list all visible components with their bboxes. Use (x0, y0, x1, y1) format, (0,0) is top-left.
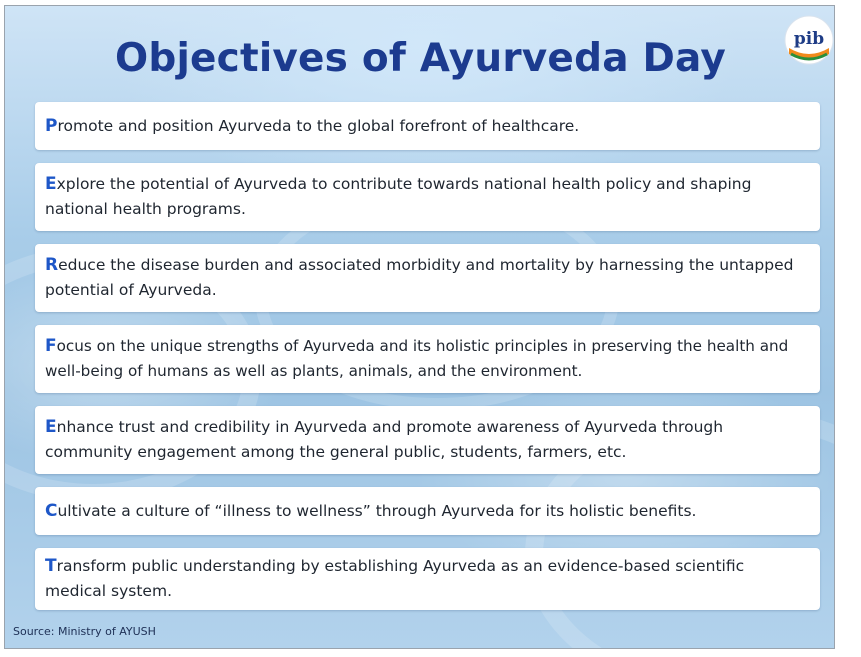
objective-initial: T (45, 556, 57, 576)
page-title: Objectives of Ayurveda Day (114, 36, 727, 81)
logo-text: pib (793, 29, 825, 49)
list-item (35, 487, 820, 535)
list-item (35, 325, 820, 393)
objective-initial: P (45, 115, 58, 136)
objective-text: romote and position Ayurveda to the global forefront of healthcare. (57, 116, 580, 135)
objective-text: ultivate a culture of “illness to wellness” through Ayurveda for its holistic benefits. (57, 501, 697, 520)
objective-initial: E (45, 174, 57, 194)
infographic (4, 5, 835, 649)
objective-text: ocus on the unique strengths of Ayurveda and its holistic principles in preserving the health and well-being of humans as well as plants, animals, and the environment. (45, 337, 789, 380)
list-item (35, 406, 820, 474)
objective-text: ransform public understanding by establishing Ayurveda as an evidence-based scientific medical system. (45, 557, 745, 600)
objective-initial: F (45, 336, 57, 356)
objective-initial: R (45, 255, 59, 275)
objective-text: educe the disease burden and associated morbidity and mortality by harnessing the untapped potential of Ayurveda. (45, 256, 794, 299)
objective-text: nhance trust and credibility in Ayurveda and promote awareness of Ayurveda through community engagement among the general public, students, farmers, etc. (45, 418, 724, 461)
list-item (35, 102, 820, 150)
list-item (35, 163, 820, 231)
list-item (35, 548, 820, 610)
objective-text: xplore the potential of Ayurveda to contribute towards national health policy and shaping national health programs. (45, 175, 752, 218)
objective-initial: C (45, 500, 58, 521)
list-item (35, 244, 820, 312)
pib-logo-icon (783, 14, 835, 66)
objective-initial: E (45, 417, 57, 437)
source-note: Source: Ministry of AYUSH (13, 625, 156, 638)
